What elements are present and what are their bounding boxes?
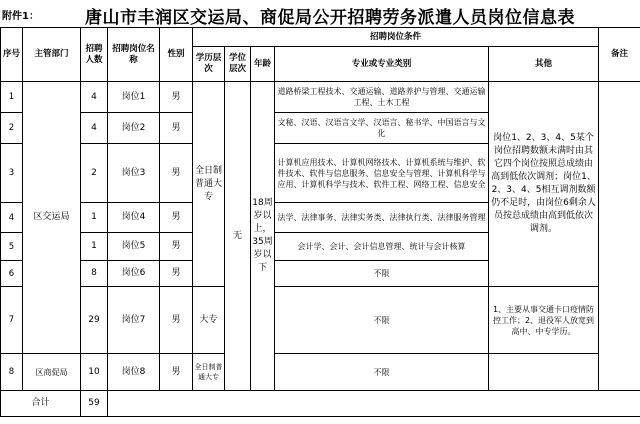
row-seq: 3 <box>1 144 23 203</box>
row-gender: 男 <box>160 233 193 261</box>
row-count: 4 <box>81 113 108 144</box>
row-count: 4 <box>81 82 108 113</box>
row-gender: 男 <box>160 261 193 287</box>
header-degree: 学位层次 <box>225 47 251 82</box>
row-count: 1 <box>81 203 108 233</box>
row-gender: 男 <box>160 82 193 113</box>
header-count: 招聘人数 <box>81 28 108 82</box>
header-seq: 序号 <box>1 28 23 82</box>
row-gender: 男 <box>160 287 193 354</box>
row-post: 岗位6 <box>108 261 160 287</box>
page-title: 唐山市丰润区交运局、商促局公开招聘劳务派遣人员岗位信息表 <box>85 8 575 28</box>
header-remark: 备注 <box>599 28 640 82</box>
row-major: 道路桥梁工程技术、交通运输、道路养护与管理、交通运输工程、土木工程 <box>275 82 489 113</box>
row-post: 岗位8 <box>108 354 160 391</box>
row-other: 1、主要从事交通卡口疫情防控工作；2、退役军人放宽到高中、中专学历。 <box>489 287 599 354</box>
row-post: 岗位1 <box>108 82 160 113</box>
recruitment-table <box>0 27 640 417</box>
row-gender: 男 <box>160 354 193 391</box>
row-gender: 男 <box>160 113 193 144</box>
edu-cell: 全日制普通大专 <box>193 82 225 287</box>
row-other <box>489 354 599 391</box>
table-row <box>1 82 640 113</box>
header-conditions: 招聘岗位条件 <box>193 28 599 47</box>
total-empty <box>108 391 640 417</box>
row-post: 岗位5 <box>108 233 160 261</box>
row-count: 2 <box>81 144 108 203</box>
row-post: 岗位4 <box>108 203 160 233</box>
row-edu: 全日制普通大专 <box>193 354 225 391</box>
header-gender: 性别 <box>160 28 193 82</box>
row-seq: 4 <box>1 203 23 233</box>
row-edu: 大专 <box>193 287 225 354</box>
total-label: 合计 <box>1 391 81 417</box>
row-seq: 2 <box>1 113 23 144</box>
age-cell: 18周岁以上，35周岁以下 <box>251 82 275 391</box>
row-seq: 7 <box>1 287 23 354</box>
header-major: 专业或专业类别 <box>275 47 489 82</box>
row-major: 会计学、会计、会计信息管理、统计与会计核算 <box>275 233 489 261</box>
header-post: 招聘岗位名称 <box>108 28 160 82</box>
header-other: 其他 <box>489 47 599 82</box>
row-major: 不限 <box>275 354 489 391</box>
header-age: 年龄 <box>251 47 275 82</box>
total-value: 59 <box>81 391 108 417</box>
row-major: 不限 <box>275 287 489 354</box>
row-major: 计算机应用技术、计算机网络技术、计算机系统与维护、软件技术、软件与信息服务、信息安全与管理、计算机科学与应用、计算机科学与技术、软件工程、网络工程、信息安全 <box>275 144 489 203</box>
table-row <box>1 287 640 354</box>
header-dept: 主管部门 <box>23 28 81 82</box>
row-count: 29 <box>81 287 108 354</box>
row-count: 8 <box>81 261 108 287</box>
row-count: 1 <box>81 233 108 261</box>
degree-cell: 无 <box>225 82 251 391</box>
row-gender: 男 <box>160 203 193 233</box>
row-seq: 8 <box>1 354 23 391</box>
row-gender: 男 <box>160 144 193 203</box>
annex-label: 附件1： <box>2 11 39 22</box>
row-major: 不限 <box>275 261 489 287</box>
total-row <box>1 391 640 417</box>
row-seq: 5 <box>1 233 23 261</box>
table-row <box>1 354 640 391</box>
row-post: 岗位7 <box>108 287 160 354</box>
header-edu: 学历层次 <box>193 47 225 82</box>
row-post: 岗位3 <box>108 144 160 203</box>
dept-cell: 区交运局 <box>23 82 81 354</box>
row-post: 岗位2 <box>108 113 160 144</box>
row-seq: 1 <box>1 82 23 113</box>
row-major: 文秘、汉语、汉语言文学、汉语言、秘书学、中国语言与文化 <box>275 113 489 144</box>
other-cell: 岗位1、2、3、4、5某个岗位招聘数额未满时由其它四个岗位按照总成绩由高到低依次调剂；岗位1、2、3、4、5相互调剂数额仍不足时，由岗位6剩余人员按总成绩由高到低依次调剂。 <box>489 82 599 287</box>
row-seq: 6 <box>1 261 23 287</box>
remark-cell <box>599 82 640 391</box>
row-dept: 区商促局 <box>23 354 81 391</box>
row-count: 10 <box>81 354 108 391</box>
row-major: 法学、法律事务、法律实务类、法律执行类、法律服务管理 <box>275 203 489 233</box>
